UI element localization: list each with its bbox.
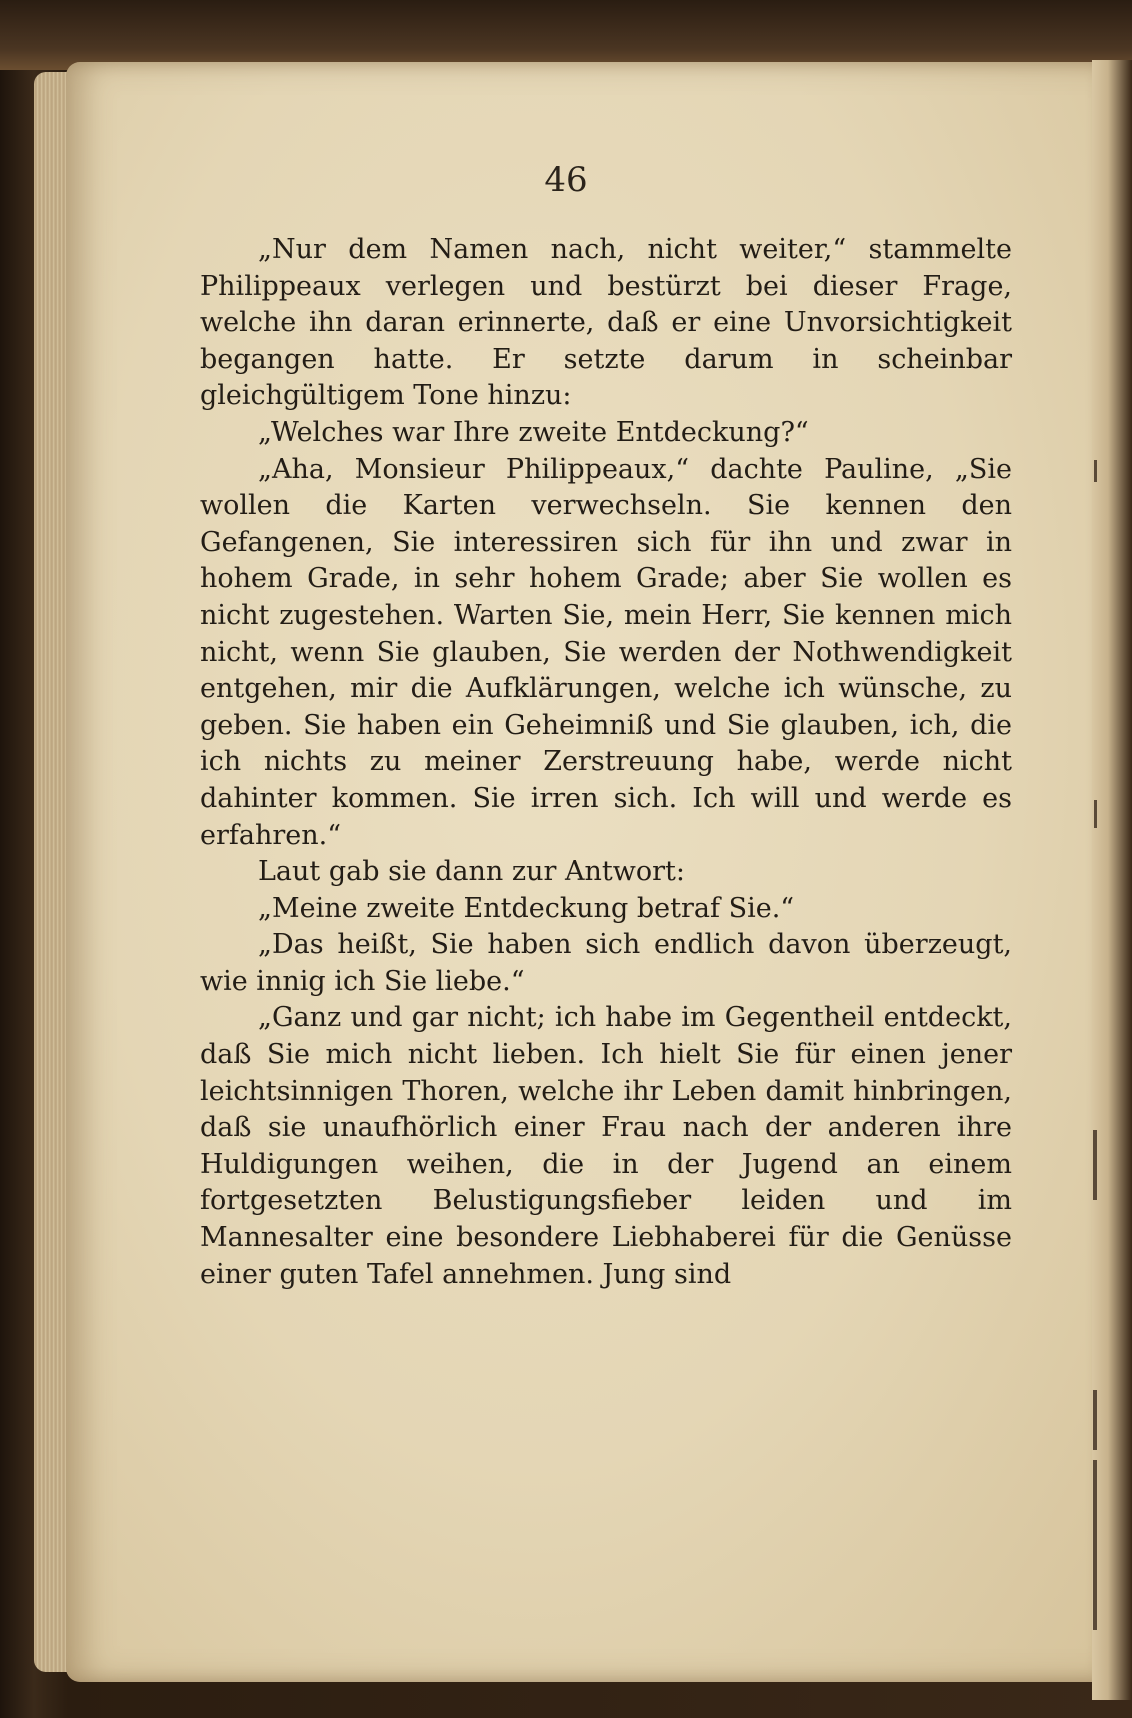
body-text xyxy=(200,232,1012,1293)
page-number: 46 xyxy=(544,160,588,200)
margin-mark xyxy=(1094,800,1097,828)
margin-mark xyxy=(1093,1390,1097,1450)
paragraph: „Ganz und gar nicht; ich habe im Gegentheil entdeckt, daß Sie mich nicht lieben. Ich hielt Sie für einen jener leichtsinnigen Thoren, welche ihr Leben damit hinbringen, daß sie unaufhörlich einer Frau nach der anderen ihre Huldigungen weihen, die in der Jugend an einem fortgesetzten Belustigungsfieber leiden und im Mannesalter eine besondere Liebhaberei für die Genüsse einer guten Tafel annehmen. Jung sind xyxy=(200,1002,1012,1290)
margin-mark xyxy=(1093,1130,1097,1200)
book-cover-edge xyxy=(0,0,1132,70)
paragraph: „Nur dem Namen nach, nicht weiter,“ stammelte Philippeaux verlegen und bestürzt bei dieser Frage, welche ihn daran erinnerte, daß er eine Unvorsichtigkeit begangen hatte. Er setzte darum in scheinbar gleichgültigem Tone hinzu: xyxy=(200,234,1012,412)
margin-mark xyxy=(1093,1460,1097,1630)
paragraph: Laut gab sie dann zur Antwort: xyxy=(258,856,685,888)
paragraph: „Meine zweite Entdeckung betraf Sie.“ xyxy=(258,892,795,924)
facing-page-edge xyxy=(1092,60,1132,1700)
paragraph: „Welches war Ihre zweite Entdeckung?“ xyxy=(258,416,809,448)
paragraph: „Aha, Monsieur Philippeaux,“ dachte Pauline, „Sie wollen die Karten verwechseln. Sie kennen den Gefangenen, Sie interessiren sich für ihn und zwar in hohem Grade, in sehr hohem Grade; aber Sie wollen es nicht zugestehen. Warten Sie, mein Herr, Sie kennen mich nicht, wenn Sie glauben, Sie werden der Nothwendigkeit entgehen, mir die Aufklärungen, welche ich wünsche, zu geben. Sie haben ein Geheimniß und Sie glauben, ich, die ich nichts zu meiner Zerstreuung habe, werde nicht dahinter kommen. Sie irren sich. Ich will und werde es erfahren.“ xyxy=(200,453,1012,851)
margin-mark xyxy=(1094,460,1097,482)
paragraph: „Das heißt, Sie haben sich endlich davon überzeugt, wie innig ich Sie liebe.“ xyxy=(200,929,1012,997)
